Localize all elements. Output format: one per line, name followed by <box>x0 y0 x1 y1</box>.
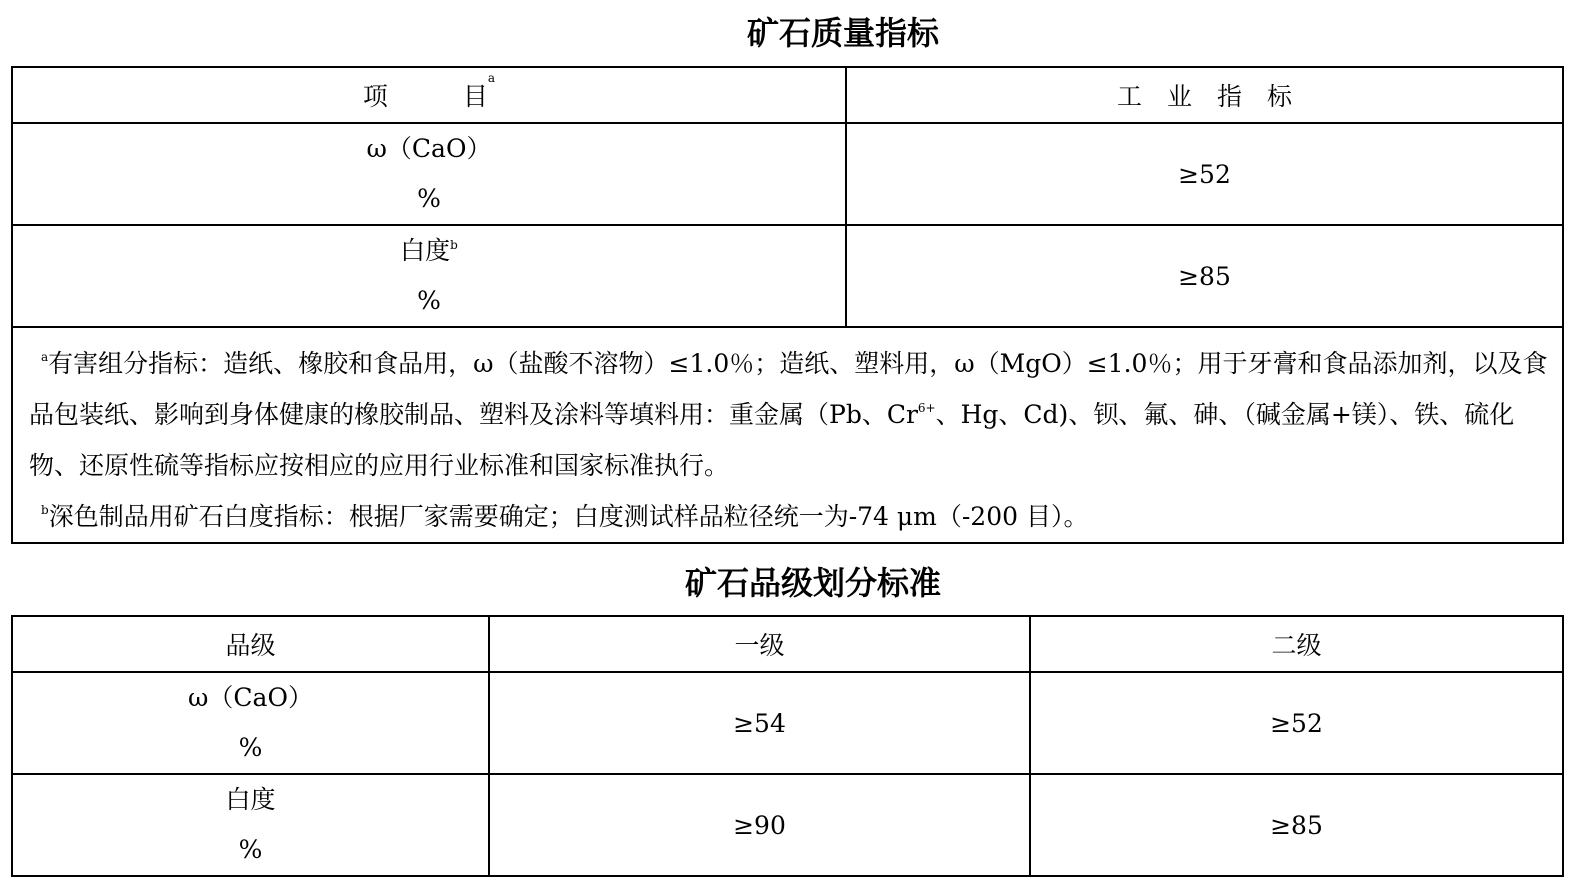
table-row <box>12 225 1563 327</box>
footnote-b-text: 深色制品用矿石白度指标：根据厂家需要确定；白度测试样品粒径统一为-74 μm（-200 目）。 <box>48 502 1089 531</box>
notes-row <box>12 327 1563 543</box>
footnote-marker-b: b <box>450 238 458 252</box>
footnote-a-text-1: 有害组分指标：造纸、橡胶和食品用，ω（盐酸不溶物）≤1.0％；造纸、塑料用，ω（MgO）≤1.0％；用于牙膏和食品添加剂，以及食品包装纸、影响到身体健康的橡胶制品、塑料及涂料等填料用：重金属（Pb、Cr <box>29 349 1548 429</box>
header-indicator: 工 业 指 标 <box>846 67 1563 123</box>
header-second-grade: 二级 <box>1030 616 1563 672</box>
footnote-a-text-2: 、Hg、Cd)、钡、氟、砷、（碱金属+镁）、铁、硫化物、还原性硫等指标应按相应的应用行业标准和国家标准执行。 <box>29 400 1515 480</box>
whiteness-first-grade-value: ≥90 <box>489 774 1030 876</box>
table-header-row <box>12 616 1563 672</box>
row-label-line1 <box>13 226 845 276</box>
footnotes <box>12 327 1563 543</box>
row-label-unit: % <box>417 184 441 213</box>
row-label-line1: ω（CaO） <box>188 683 313 712</box>
row-value-cao: ≥52 <box>846 123 1563 225</box>
footnote-b-marker: b <box>41 503 49 517</box>
chromium-valence-sup: 6+ <box>917 401 936 415</box>
grade-classification-table <box>11 615 1564 877</box>
header-grade: 品级 <box>12 616 489 672</box>
footnote-b <box>29 491 1548 542</box>
row-label-cao <box>12 672 489 774</box>
row-label-line1: ω（CaO） <box>366 134 492 163</box>
table-row <box>12 123 1563 225</box>
grade-table-title: 矿石品级划分标准 <box>684 564 941 602</box>
whiteness-label: 白度 <box>400 236 451 265</box>
row-label-unit: % <box>238 835 263 864</box>
header-first-grade: 一级 <box>489 616 1030 672</box>
footnote-a <box>29 338 1548 491</box>
table-row <box>12 672 1563 774</box>
quality-table-title: 矿石质量指标 <box>746 14 939 52</box>
row-label-unit: % <box>238 733 263 762</box>
row-label-whiteness <box>12 225 846 327</box>
cao-second-grade-value: ≥52 <box>1030 672 1563 774</box>
cao-first-grade-value: ≥54 <box>489 672 1030 774</box>
header-item-label: 项 目 <box>362 82 488 111</box>
row-label-cao <box>12 123 846 225</box>
whiteness-second-grade-value: ≥85 <box>1030 774 1563 876</box>
footnote-marker-a: a <box>487 71 496 85</box>
row-label-unit: % <box>417 286 441 315</box>
table-header-row <box>12 67 1563 123</box>
header-item <box>12 67 846 123</box>
row-label-whiteness <box>12 774 489 876</box>
footnote-a-marker: a <box>41 350 49 364</box>
row-value-whiteness: ≥85 <box>846 225 1563 327</box>
quality-indicator-table <box>11 66 1564 544</box>
table-row <box>12 774 1563 876</box>
row-label-line1: 白度 <box>225 785 276 814</box>
